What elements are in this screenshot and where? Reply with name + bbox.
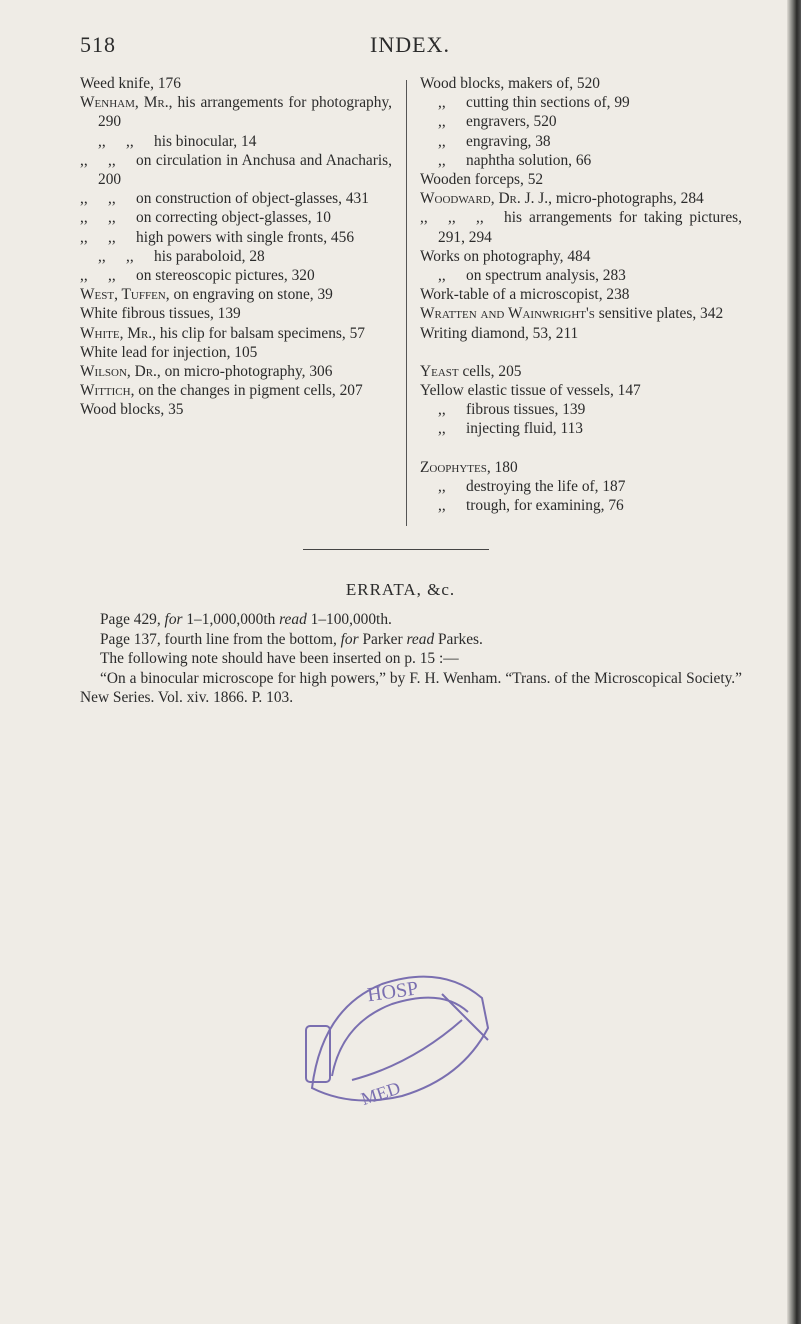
index-column-right xyxy=(420,74,742,515)
stamp-text-bottom: MED xyxy=(358,1077,403,1110)
column-divider xyxy=(406,80,407,526)
page-edge-shadow xyxy=(787,0,801,1324)
index-subentry: ,, on spectrum analysis, 283 xyxy=(438,267,626,285)
index-subentry: ,, ,, ,, his arrangements for taking pictures, 291, 294 xyxy=(420,209,742,246)
index-subentry: ,, naphtha solution, 66 xyxy=(438,151,592,169)
index-subentry: ,, ,, on correcting object-glasses, 10 xyxy=(80,209,331,227)
index-entry: Wratten and Wainwright's sensitive plates, 342 xyxy=(420,305,724,323)
section-divider xyxy=(303,549,489,550)
index-subentry: ,, injecting fluid, 113 xyxy=(438,420,583,438)
index-subentry: ,, ,, his binocular, 14 xyxy=(98,132,257,150)
errata-block xyxy=(80,610,742,708)
index-subentry: ,, ,, on stereoscopic pictures, 320 xyxy=(80,267,315,285)
index-entry: Wooden forceps, 52 xyxy=(420,171,544,189)
errata-line: The following note should have been inserted on p. 15 :— xyxy=(100,650,459,668)
index-column-left xyxy=(80,74,392,420)
index-entry: Woodward, Dr. J. J., micro-photographs, 284 xyxy=(420,190,704,208)
errata-note: “On a binocular microscope for high powers,” by F. H. Wenham. “Trans. of the Microscopical Society.” New Series. Vol. xiv. 1866. P. 103. xyxy=(80,669,742,707)
stamp-text-top: HOSP xyxy=(365,977,420,1007)
errata-line: Page 429, for 1–1,000,000th read 1–100,000th. xyxy=(100,611,392,628)
errata-title: ERRATA, &c. xyxy=(345,580,456,599)
index-entry: Yeast cells, 205 xyxy=(420,362,522,380)
index-subentry: ,, ,, his paraboloid, 28 xyxy=(98,247,265,265)
index-entry: White fibrous tissues, 139 xyxy=(80,305,241,323)
index-subentry: ,, cutting thin sections of, 99 xyxy=(438,94,630,112)
index-subentry: ,, destroying the life of, 187 xyxy=(438,477,626,495)
library-stamp xyxy=(292,968,504,1110)
index-subentry: ,, engraving, 38 xyxy=(438,132,551,150)
index-entry: Wenham, Mr., his arrangements for photography, 290 xyxy=(80,94,392,131)
index-entry: Yellow elastic tissue of vessels, 147 xyxy=(420,382,641,400)
running-head: INDEX. xyxy=(370,32,450,57)
index-entry: White, Mr., his clip for balsam specimens, 57 xyxy=(80,324,365,342)
index-entry: West, Tuffen, on engraving on stone, 39 xyxy=(80,286,333,304)
index-subentry: ,, fibrous tissues, 139 xyxy=(438,401,586,419)
index-entry: Work-table of a microscopist, 238 xyxy=(420,286,630,304)
index-entry: Wilson, Dr., on micro-photography, 306 xyxy=(80,363,333,381)
index-entry: Zoophytes, 180 xyxy=(420,458,518,476)
index-entry: Works on photography, 484 xyxy=(420,247,591,265)
index-subentry: ,, ,, on construction of object-glasses, 431 xyxy=(80,190,369,208)
index-entry: Writing diamond, 53, 211 xyxy=(420,324,579,342)
index-entry: Wittich, on the changes in pigment cells, 207 xyxy=(80,382,363,400)
index-entry: Wood blocks, makers of, 520 xyxy=(420,75,600,92)
index-entry: Weed knife, 176 xyxy=(80,75,181,92)
index-subentry: ,, trough, for examining, 76 xyxy=(438,497,624,515)
index-entry: White lead for injection, 105 xyxy=(80,343,258,361)
index-subentry: ,, ,, high powers with single fronts, 456 xyxy=(80,228,355,246)
index-entry: Wood blocks, 35 xyxy=(80,401,184,419)
page-number: 518 xyxy=(80,32,116,57)
page-header xyxy=(80,32,740,62)
errata-line: Page 137, fourth line from the bottom, for Parker read Parkes. xyxy=(100,630,483,648)
index-subentry: ,, ,, on circulation in Anchusa and Anacharis, 200 xyxy=(80,151,392,189)
index-subentry: ,, engravers, 520 xyxy=(438,113,557,131)
